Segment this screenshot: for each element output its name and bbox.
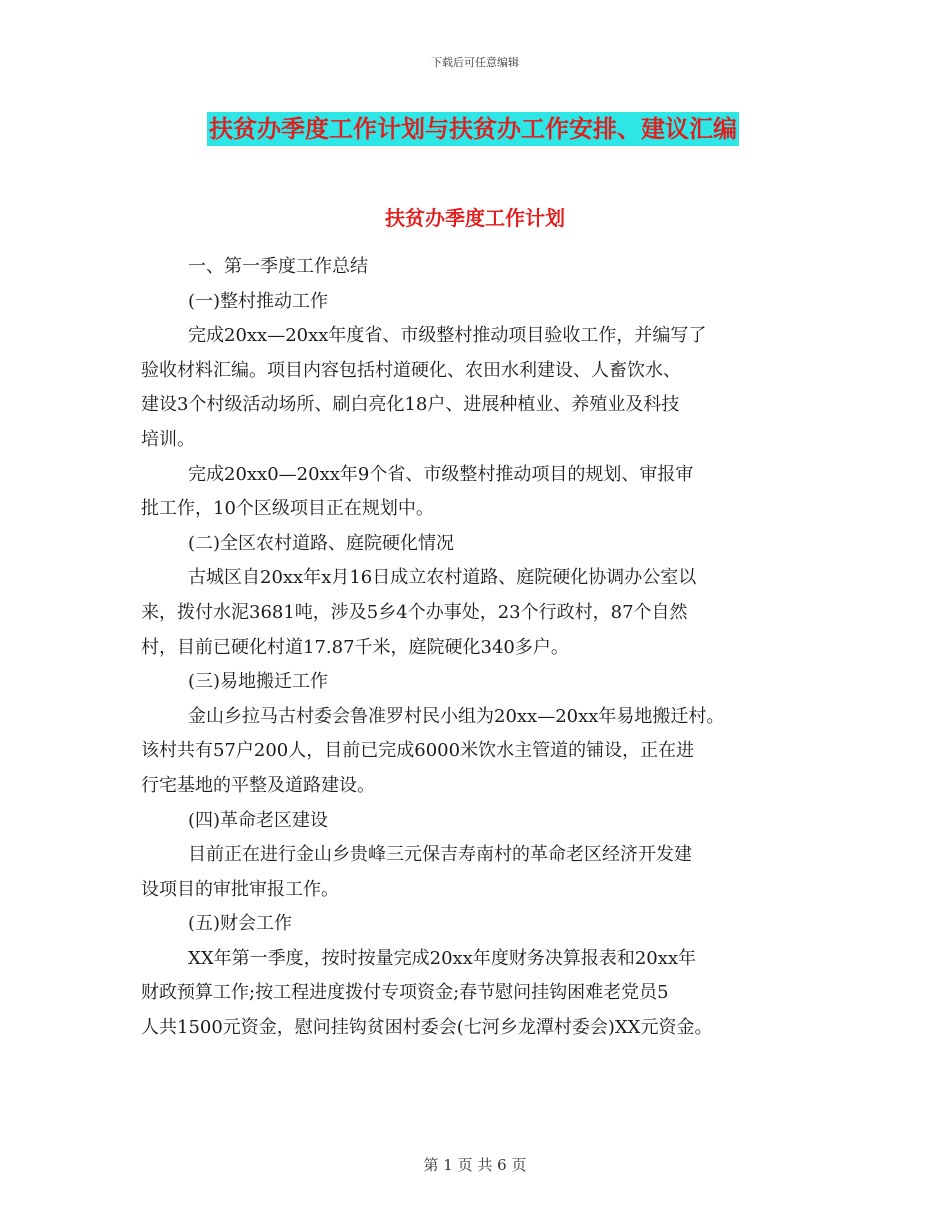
paragraph-line: 该村共有57户200人，目前已完成6000米饮水主管道的铺设，正在进 [141, 740, 695, 762]
subheading-line: (五)财会工作 [188, 913, 293, 935]
header-note: 下载后可任意编辑 [431, 56, 519, 69]
section-title: 扶贫办季度工作计划 [385, 206, 565, 230]
paragraph-line: 金山乡拉马古村委会鲁准罗村民小组为20xx—20xx年易地搬迁村。 [188, 705, 725, 727]
document-body [141, 250, 821, 1046]
paragraph-line: 建设3个村级活动场所、刷白亮化18户、进展种植业、养殖业及科技 [141, 394, 680, 416]
document-title: 扶贫办季度工作计划与扶贫办工作安排、建议汇编 [207, 112, 739, 146]
paragraph-line: 村，目前已硬化村道17.87千米，庭院硬化340多户。 [141, 636, 569, 658]
paragraph-line: 财政预算工作;按工程进度拨付专项资金;春节慰问挂钩困难老党员5 [141, 982, 669, 1004]
subheading-line: (一)整村推动工作 [188, 290, 329, 312]
paragraph-line: 验收材料汇编。项目内容包括村道硬化、农田水利建设、人畜饮水、 [141, 359, 681, 381]
paragraph-line: 批工作，10个区级项目正在规划中。 [141, 498, 434, 520]
paragraph-line: 人共1500元资金，慰问挂钩贫困村委会(七河乡龙潭村委会)XX元资金。 [141, 1017, 713, 1039]
paragraph-line: 来，拨付水泥3681吨，涉及5乡4个办事处，23个行政村，87个自然 [141, 601, 688, 623]
paragraph-line: 设项目的审批审报工作。 [141, 878, 339, 900]
paragraph-line: 培训。 [141, 428, 195, 450]
subheading-line: (二)全区农村道路、庭院硬化情况 [188, 532, 455, 554]
subheading-line: (三)易地搬迁工作 [188, 671, 329, 693]
paragraph-line: 完成20xx0—20xx年9个省、市级整村推动项目的规划、审报审 [188, 463, 694, 485]
paragraph-line: 目前正在进行金山乡贵峰三元保吉寿南村的革命老区经济开发建 [188, 844, 692, 866]
subheading-line: (四)革命老区建设 [188, 809, 329, 831]
page-footer: 第 1 页 共 6 页 [423, 1156, 527, 1174]
heading-line: 一、第一季度工作总结 [188, 256, 368, 277]
paragraph-line: 古城区自20xx年x月16日成立农村道路、庭院硬化协调办公室以 [188, 567, 697, 589]
paragraph-line: XX年第一季度，按时按量完成20xx年度财务决算报表和20xx年 [188, 947, 697, 969]
paragraph-line: 行宅基地的平整及道路建设。 [141, 774, 375, 796]
paragraph-line: 完成20xx—20xx年度省、市级整村推动项目验收工作，并编写了 [188, 325, 707, 347]
